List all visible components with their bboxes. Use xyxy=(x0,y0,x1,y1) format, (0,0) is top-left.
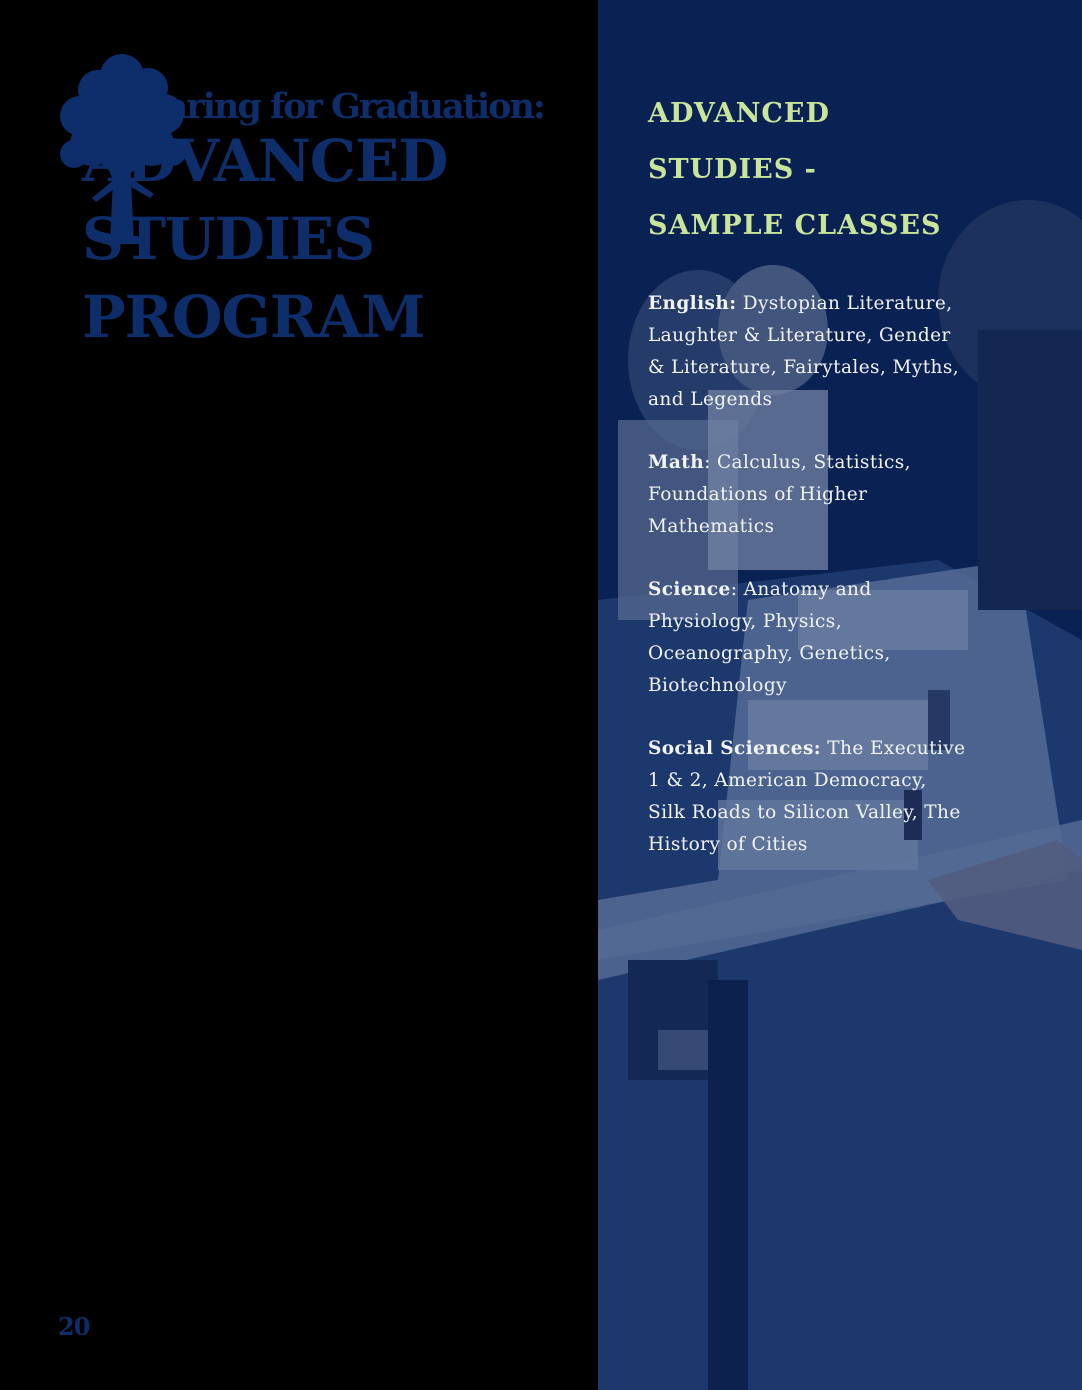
sidebar-heading xyxy=(648,86,942,254)
sidebar-panel xyxy=(598,0,1082,1390)
class-english xyxy=(648,288,968,416)
page-number: 20 xyxy=(58,1312,90,1341)
sidebar-heading-line: SAMPLE CLASSES xyxy=(648,210,942,241)
subject-label: Social Sciences: xyxy=(648,738,821,759)
course-list: : Calculus, Statistics, Foundations of Higher Mathematics xyxy=(648,452,911,537)
course-list: The Executive 1 & 2, American Democracy, Silk Roads to Silicon Valley, The History of Cities xyxy=(648,738,966,855)
subject-label: Math xyxy=(648,452,705,473)
class-list xyxy=(648,288,968,892)
title-line: PROGRAM xyxy=(82,283,425,351)
course-list: : Anatomy and Physiology, Physics, Oceanography, Genetics, Biotechnology xyxy=(648,579,891,696)
subject-label: English: xyxy=(648,293,737,314)
page-title xyxy=(82,122,447,356)
class-science xyxy=(648,574,968,702)
course-list: Dystopian Literature, Laughter & Literature, Gender & Literature, Fairytales, Myths, and Legends xyxy=(648,293,960,410)
title-line: ADVANCED xyxy=(82,127,448,195)
eyebrow-heading: Preparing for Graduation: xyxy=(82,86,544,127)
sidebar-heading-line: ADVANCED xyxy=(648,98,830,129)
class-math xyxy=(648,447,968,543)
subject-label: Science xyxy=(648,579,731,600)
title-line: STUDIES xyxy=(82,205,375,273)
class-social-sciences xyxy=(648,733,968,861)
sidebar-heading-line: STUDIES - xyxy=(648,154,817,185)
